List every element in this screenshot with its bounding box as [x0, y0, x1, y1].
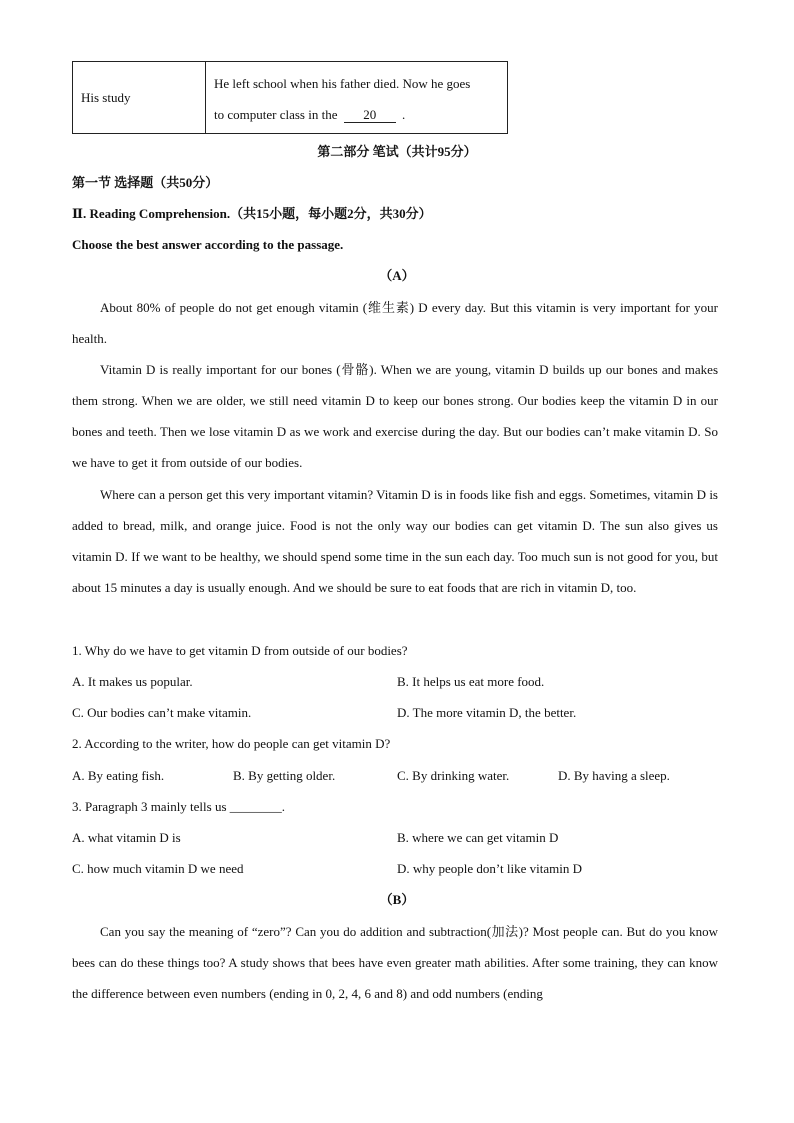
question-2-option-b: B. By getting older.	[233, 768, 336, 783]
question-2-option-d: D. By having a sleep.	[558, 768, 670, 783]
table-row	[73, 62, 508, 134]
passage-b-paragraph: Can you say the meaning of “zero”? Can you do addition and subtraction(加法)? Most people can. But do you know bees can do these things too? A study shows that bees have even greater math abilities. After some training, they can know the difference between even numbers (ending in 0, 2, 4, 6 and 8) and odd numbers (ending	[72, 924, 718, 1002]
passage-a-paragraph-1: About 80% of people do not get enough vitamin (维生素) D every day. But this vitamin is very important for your health.	[72, 300, 718, 347]
table-label-cell: His study	[73, 62, 206, 134]
section-title: 第一节 选择题（共50分）	[72, 175, 219, 190]
reading-title: Ⅱ. Reading Comprehension.（共15小题，每小题2分，共30分）	[72, 206, 432, 221]
question-3-option-b: B. where we can get vitamin D	[397, 830, 559, 845]
table-text-line2-end: .	[401, 106, 406, 122]
passage-b-label: （B）	[379, 892, 415, 907]
question-2-option-a: A. By eating fish.	[72, 768, 165, 783]
passage-a-label: （A）	[379, 268, 415, 283]
question-1-stem: 1. Why do we have to get vitamin D from outside of our bodies?	[72, 643, 408, 658]
question-1-option-c: C. Our bodies can’t make vitamin.	[72, 705, 252, 720]
table-text-line2: to computer class in the	[214, 106, 338, 122]
question-2-option-c: C. By drinking water.	[397, 768, 510, 783]
part-title: 第二部分 笔试（共计95分）	[317, 144, 477, 159]
table-text-line1: He left school when his father died. Now he goes	[214, 75, 471, 91]
answer-blank-20: 20	[344, 108, 396, 123]
question-1-option-a: A. It makes us popular.	[72, 674, 193, 689]
question-2-stem: 2. According to the writer, how do people can get vitamin D?	[72, 736, 391, 751]
table-text-cell	[206, 62, 508, 134]
question-3-option-d: D. why people don’t like vitamin D	[397, 861, 582, 876]
passage-a-paragraph-3: Where can a person get this very important vitamin? Vitamin D is in foods like fish and eggs. Sometimes, vitamin D is added to bread, milk, and orange juice. Food is not the only way our bodies can get vitamin D. The sun also gives us vitamin D. If we want to be healthy, we should spend some time in the sun each day. Too much sun is not good for you, but about 15 minutes a day is usually enough. And we should be sure to eat foods that are rich in vitamin D, too.	[72, 487, 718, 596]
instruction: Choose the best answer according to the passage.	[72, 237, 344, 252]
question-1-option-b: B. It helps us eat more food.	[397, 674, 545, 689]
passage-a-paragraph-2: Vitamin D is really important for our bones (骨骼). When we are young, vitamin D builds up our bones and makes them strong. When we are older, we still need vitamin D to keep our bones strong. Our bodies keep the vitamin D in our bones and teeth. Then we lose vitamin D as we work and exercise during the day. But our bodies can’t make vitamin D. So we have to get it from outside of our bodies.	[72, 362, 718, 471]
info-table	[72, 61, 508, 134]
question-1-option-d: D. The more vitamin D, the better.	[397, 705, 577, 720]
question-3-option-c: C. how much vitamin D we need	[72, 861, 244, 876]
question-3-option-a: A. what vitamin D is	[72, 830, 181, 845]
question-3-stem: 3. Paragraph 3 mainly tells us ________.	[72, 799, 286, 814]
